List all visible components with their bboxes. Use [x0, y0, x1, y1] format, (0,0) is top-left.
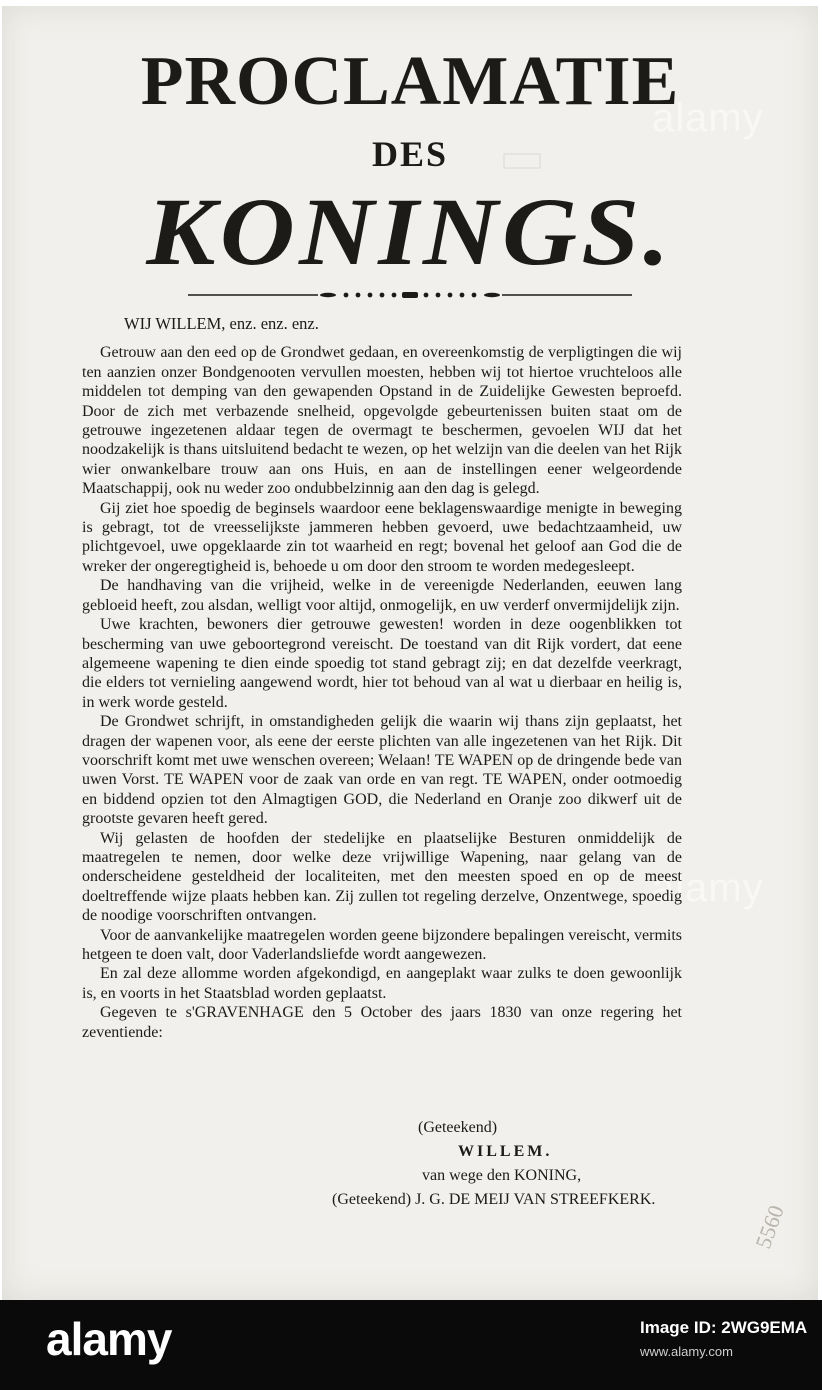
stock-url: www.alamy.com — [640, 1344, 733, 1359]
title-des: DES — [371, 134, 449, 174]
paragraph-7: Voor de aanvankelijke maatregelen worden geene bijzondere bepalingen vereischt, vermits hetgeen te doen valt, door Vaderlandsliefde wordt aangewezen. — [82, 926, 682, 963]
paragraph-3: De handhaving van die vrijheid, welke in de vereenigde Nederlanden, eeuwen lang gebloeid heeft, zou alsdan, welligt voor altijd, onmogelijk, en uw verderf onvermijdelijk zijn. — [82, 577, 682, 614]
king-name: WILLEM. — [458, 1143, 553, 1160]
alamy-logo: alamy — [46, 1313, 172, 1365]
signed-note: (Geteekend) — [418, 1119, 498, 1136]
watermark-top-right: alamy — [652, 96, 764, 140]
signature-block — [332, 1116, 692, 1212]
paragraph-6: Wij gelasten de hoofden der stedelijke en plaatselijke Besturen onmiddelijk de maatregelen te nemen, door welke deze vrijwillige Wapening, naar gelang van de onderscheidene gesteldheid der localiteiten, met den meesten spoed en op de meest doeltreffende wijze plaats hebben kan. Zij zullen tot regeling derzelve, Onzentwege, spoedig de noodige voorschriften ontvangen. — [82, 829, 682, 925]
proclamation-body — [82, 314, 682, 1042]
paragraph-8: En zal deze allomme worden afgekondigd, en aangeplakt waar zulks te doen gewoonlijk is, en voorts in het Staatsblad worden geplaatst. — [82, 965, 682, 1002]
title-proclamatie: PROCLAMATIE — [140, 43, 680, 120]
paragraph-4: Uwe krachten, bewoners dier getrouwe gewesten! worden in deze oogenblikken tot bescherming van uwe geboortegrond vereischt. De toestand van dit Rijk vordert, dat eene algemeene wapening te dien einde spoedig tot stand gebragt zij; en dat dezelfde veerkragt, die elders tot vernieling aangewend wordt, hier tot behoud van al wat u dierbaar en heilig is, in werk worde gesteld. — [82, 616, 682, 711]
image-id: Image ID: 2WG9EMA — [640, 1318, 808, 1337]
countersignature: (Geteekend) J. G. DE MEIJ VAN STREEFKERK. — [332, 1191, 656, 1208]
salutation: WIJ WILLEM, enz. enz. enz. — [124, 314, 319, 333]
paragraph-1: Getrouw aan den eed op de Grondwet gedaan, en overeenkomstig de verpligtingen die wij ten aanzien onzer Bondgenooten vervullen moesten, hebben wij tot hiertoe vruchteloos alle middelen tot demping van den gewapenden Opstand in de Zuidelijke Gewesten beproefd. Door de zich met verbazende snelheid, opgevolgde gebeurtenissen buiten staat om de getrouwe ingezetenen aldaar tegen de overmagt te beschermen, gevoelen WIJ dat het noodzakelijk is thans uitsluitend bedacht te wezen, op het welzijn van die deelen van het Rijk wier onwankelbare trouw aan ons Huis, en aan de instellingen eener welgeordende Maatschappij, ook nu weder zoo ondubbelzinnig aan den dag is gelegd. — [82, 344, 682, 498]
pencil-annotation: 5560 — [750, 1201, 789, 1252]
on-behalf-line: van wege den KONING, — [422, 1167, 582, 1184]
ornamental-rule — [188, 290, 632, 300]
stock-footer-band — [0, 1300, 822, 1390]
paragraph-2: Gij ziet hoe spoedig de beginsels waardoor eene beklagenswaardige menigte in beweging is gebragt, tot de vreesselijkste jammeren hebben gevoerd, uwe bedachtzaamheid, uw plichtgevoel, uwe opgeklaarde zin tot waarheid en regt; bovenal het geloof aan God die de wreker der ongeregtigheid is, behoede u om door den stroom te worden medegesleept. — [82, 499, 682, 575]
proclamation-sheet — [2, 6, 818, 1300]
watermark-middle-right: alamy — [652, 866, 764, 910]
paragraph-9: Gegeven te s'GRAVENHAGE den 5 October des jaars 1830 van onze regering het zeventiende: — [82, 1004, 682, 1041]
paragraph-5: De Grondwet schrijft, in omstandigheden gelijk die waarin wij thans zijn geplaatst, het dragen der wapenen voor, als eene der eerste plichten van alle ingezetenen van het Rijk. Dit voorschrift komt met uwe wenschen overeen; Welaan! TE WAPEN op de dringende bede van uwen Vorst. TE WAPEN voor de zaak van orde en van regt. TE WAPEN, onder ootmoedig en biddend opzien tot den Almagtigen GOD, die Nederland en Oranje zoo dikwerf uit de grootste gevaren heeft gered. — [82, 713, 682, 828]
title-konings: KONINGS. — [146, 178, 674, 285]
